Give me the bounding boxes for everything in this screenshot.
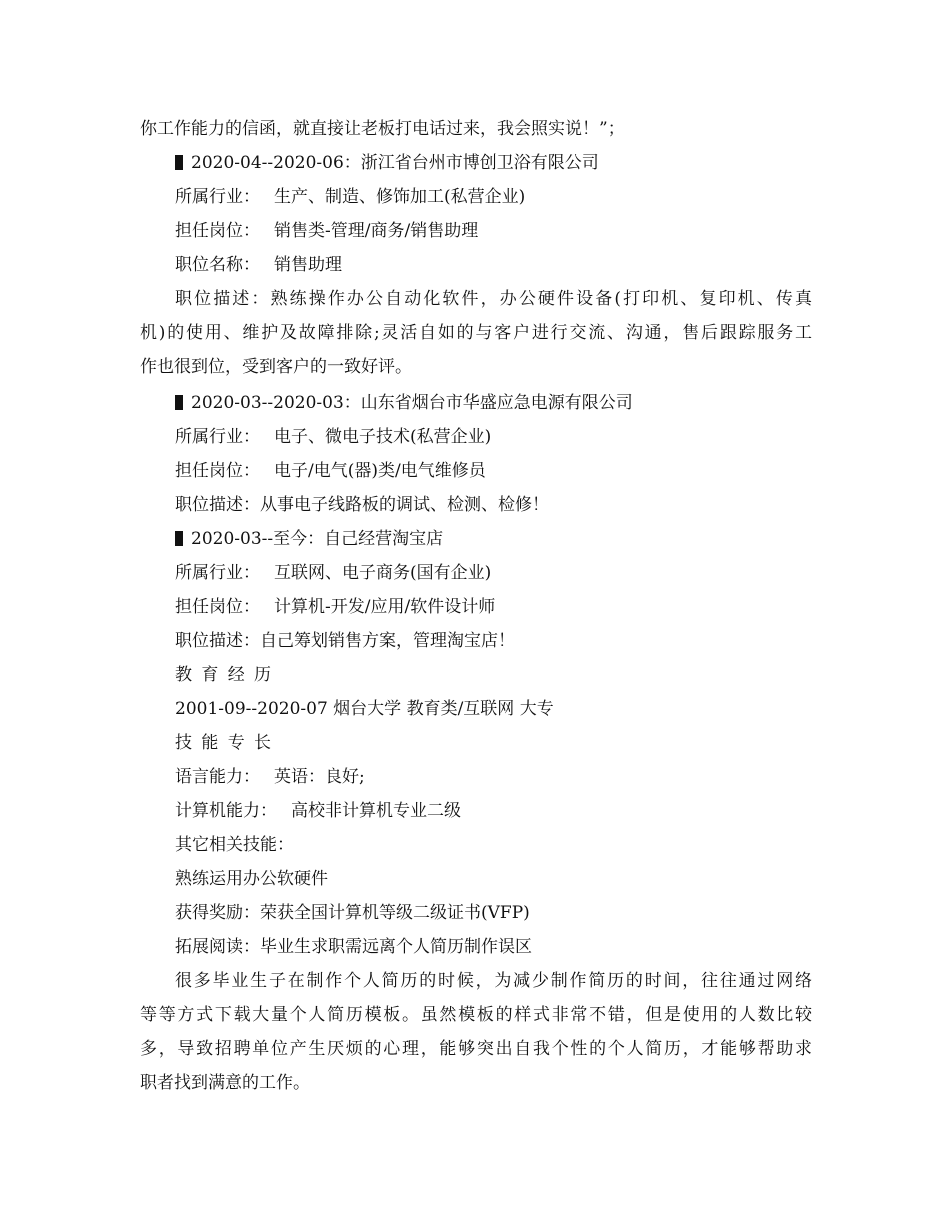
other-skill-label: 其它相关技能： [175, 835, 294, 855]
field-label: 所属行业： [175, 563, 260, 583]
job-description: 作也很到位，受到客户的一致好评。 [140, 357, 412, 377]
award: 获得奖励：荣获全国计算机等级二级证书(VFP) [175, 903, 530, 923]
field-value: 互联网、电子商务(国有企业) [274, 563, 492, 583]
field-label: 职位名称： [175, 255, 260, 275]
section-heading-education: 教育经历 [175, 665, 281, 685]
extended-reading: 拓展阅读：毕业生求职需远离个人简历制作误区 [175, 937, 532, 957]
field-value: 计算机-开发/应用/软件设计师 [274, 597, 496, 617]
field-label: 担任岗位： [175, 221, 260, 241]
job-header: 2020-03--2020-03：山东省烟台市华盛应急电源有限公司 [175, 392, 633, 414]
job-title [175, 254, 342, 276]
job-industry [175, 186, 525, 208]
job-description: 机)的使用、维护及故障排除;灵活自如的与客户进行交流、沟通，售后跟踪服务工 [140, 323, 812, 343]
field-value: 英语：良好; [274, 767, 365, 787]
field-label: 所属行业： [175, 187, 260, 207]
job-header: 2020-03--至今：自己经营淘宝店 [175, 528, 443, 550]
field-value: 销售类-管理/商务/销售助理 [274, 221, 479, 241]
other-skill-value: 熟练运用办公软硬件 [175, 869, 328, 889]
paragraph-line: 职者找到满意的工作。 [140, 1073, 310, 1093]
field-value: 电子、微电子技术(私营企业) [274, 427, 492, 447]
job-industry [175, 562, 491, 584]
field-value: 生产、制造、修饰加工(私营企业) [274, 187, 526, 207]
job-post [175, 460, 486, 482]
text-line: 你工作能力的信函，就直接让老板打电话过来，我会照实说！”； [140, 119, 625, 139]
field-label: 语言能力： [175, 767, 260, 787]
field-label: 所属行业： [175, 427, 260, 447]
job-description: 职位描述：熟练操作办公自动化软件，办公硬件设备(打印机、复印机、传真 [175, 289, 812, 309]
job-description: 职位描述：从事电子线路板的调试、检测、检修！ [175, 495, 549, 515]
paragraph-line: 多，导致招聘单位产生厌烦的心理，能够突出自我个性的个人简历，才能够帮助求 [140, 1039, 812, 1059]
field-value: 高校非计算机专业二级 [291, 801, 461, 821]
education-entry: 2001-09--2020-07 烟台大学 教育类/互联网 大专 [175, 699, 554, 719]
job-header: 2020-04--2020-06：浙江省台州市博创卫浴有限公司 [175, 152, 599, 174]
job-industry [175, 426, 491, 448]
field-label: 担任岗位： [175, 461, 260, 481]
job-post [175, 596, 495, 618]
language-skill [175, 766, 365, 788]
computer-skill [175, 800, 461, 822]
field-label: 计算机能力： [175, 801, 277, 821]
job-post [175, 220, 478, 242]
paragraph-line: 很多毕业生子在制作个人简历的时候，为减少制作简历的时间，往往通过网络 [175, 971, 812, 991]
field-value: 销售助理 [274, 255, 342, 275]
field-label: 担任岗位： [175, 597, 260, 617]
section-heading-skills: 技能专长 [175, 733, 281, 753]
field-value: 电子/电气(器)类/电气维修员 [274, 461, 486, 481]
paragraph-line: 等等方式下载大量个人简历模板。虽然模板的样式非常不错，但是使用的人数比较 [140, 1005, 812, 1025]
job-description: 职位描述：自己筹划销售方案，管理淘宝店！ [175, 631, 515, 651]
